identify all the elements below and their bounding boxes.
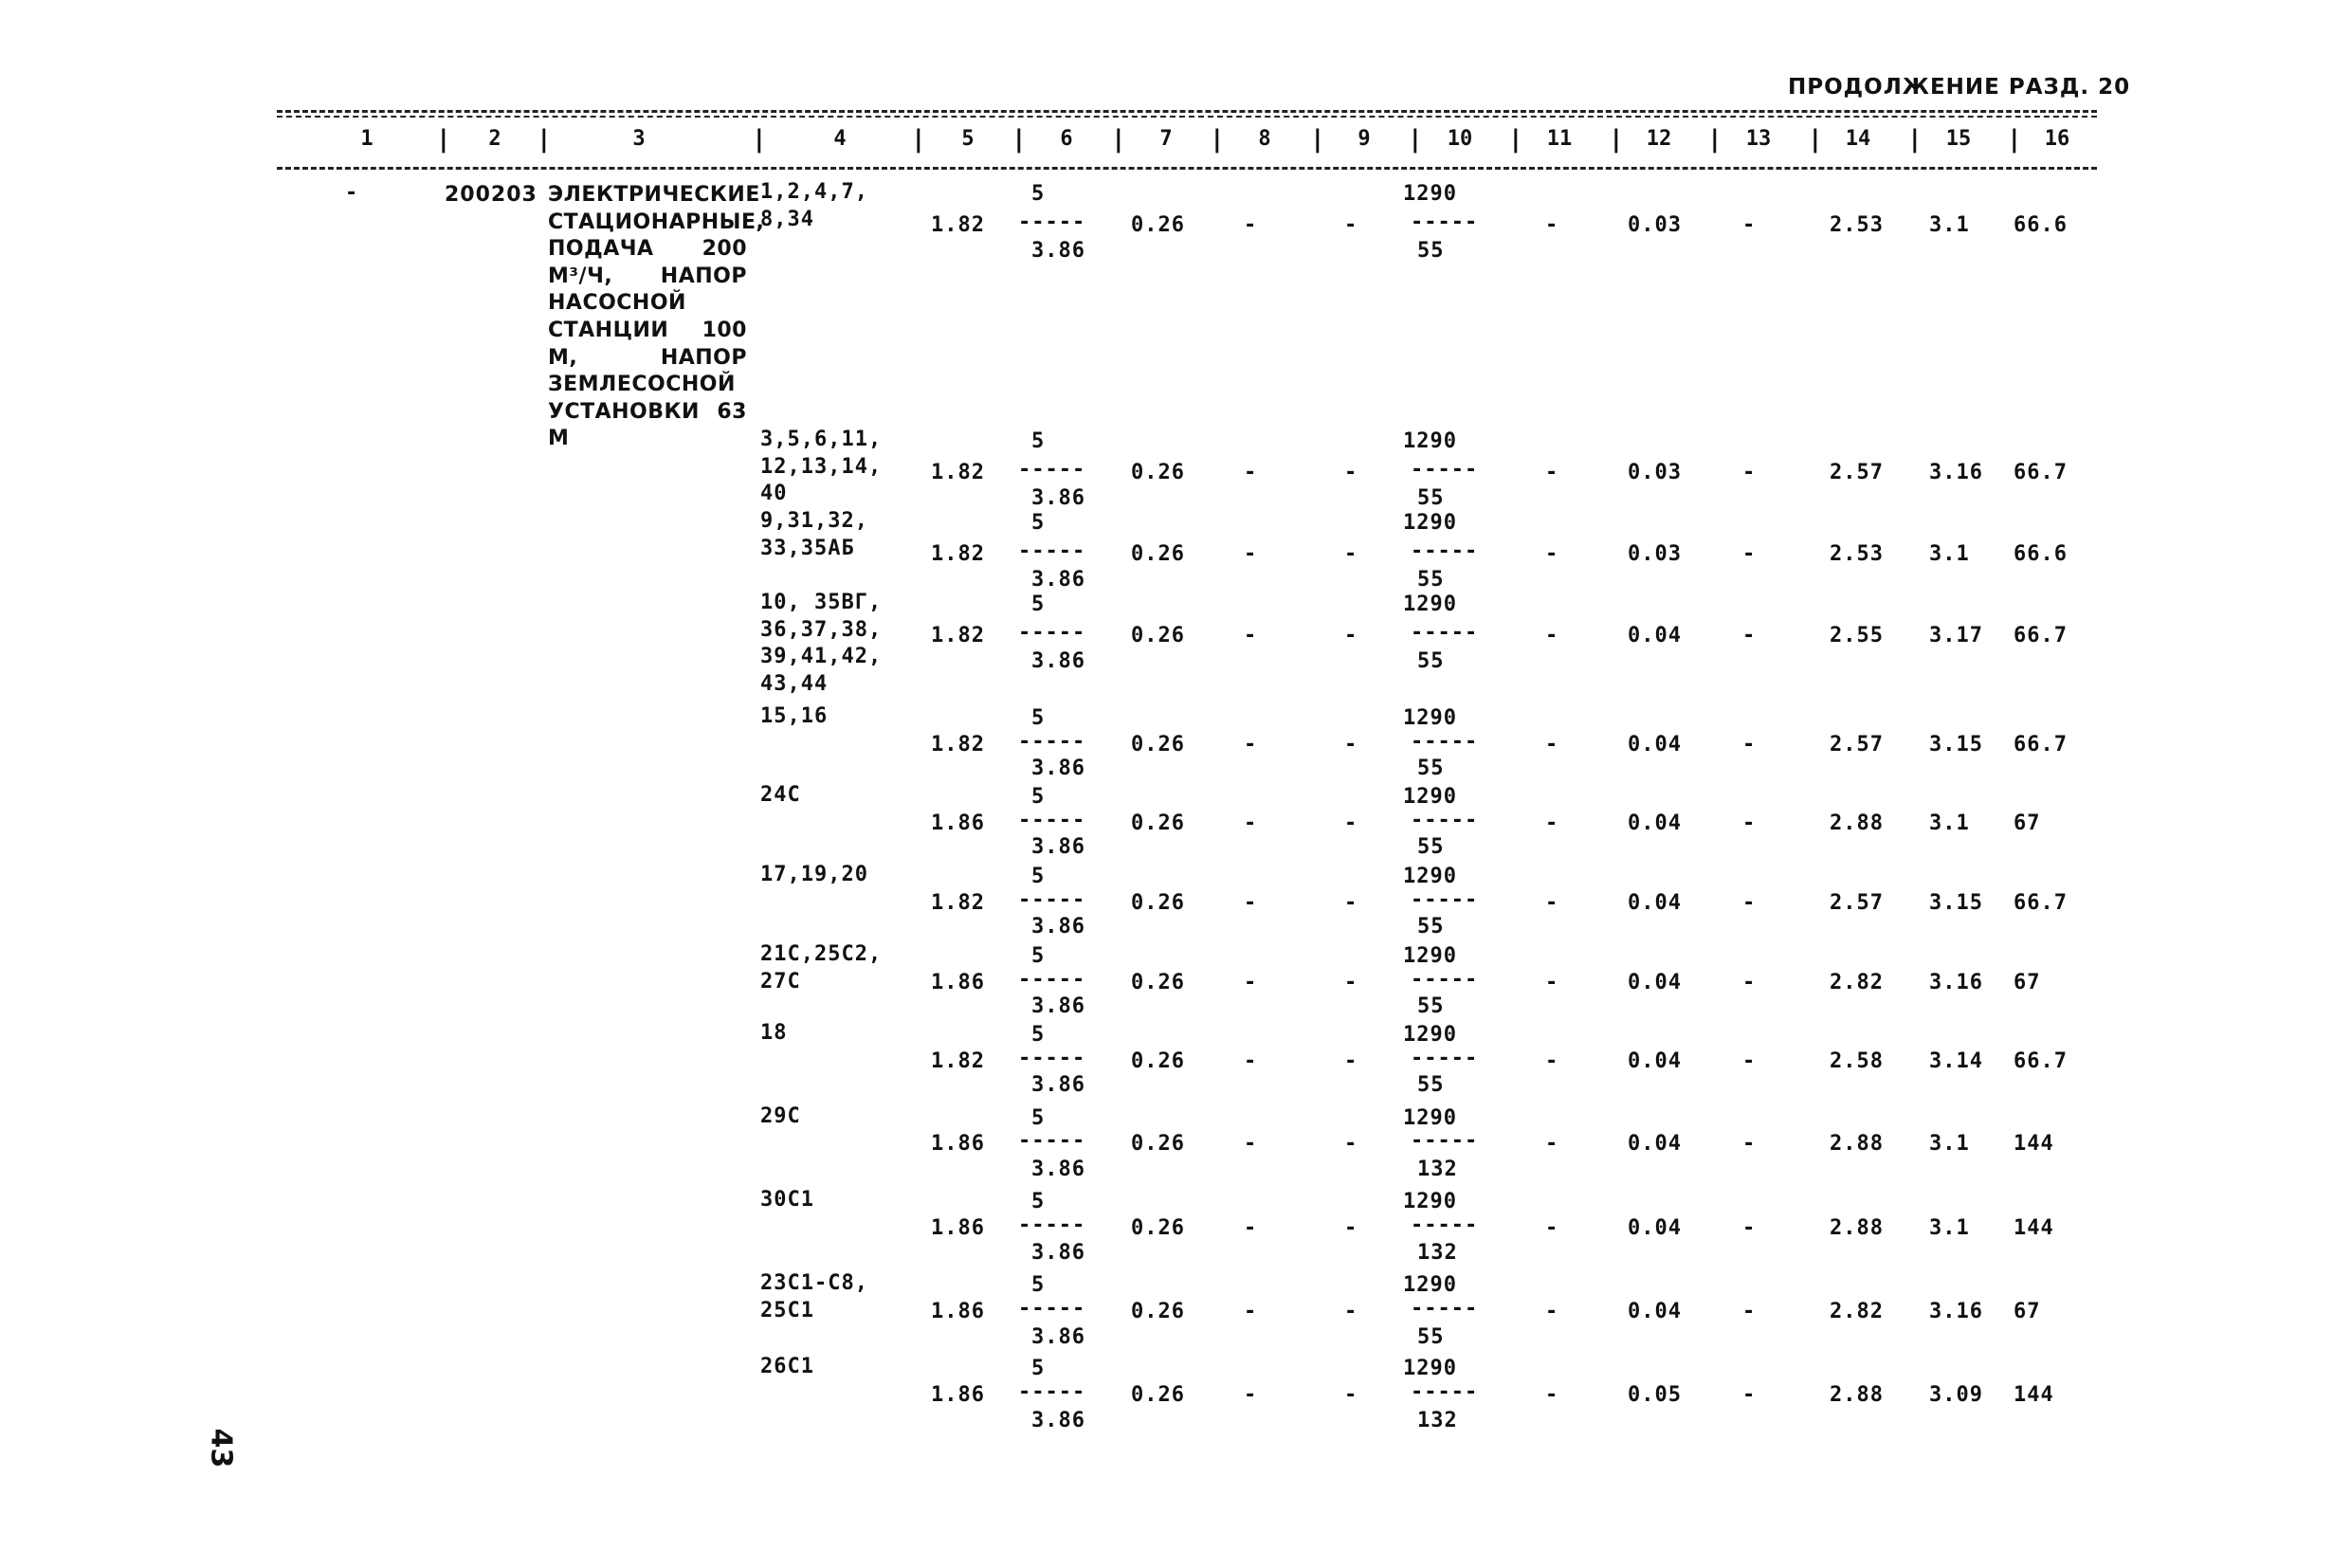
cell-col6-denominator: 3.86 (1031, 1409, 1085, 1432)
cell-col10-numerator: 1290 (1403, 865, 1457, 888)
cell-col6-numerator: 5 (1031, 182, 1046, 206)
cell-col4-line: 17,19,20 (760, 863, 868, 886)
cell-col6-numerator: 5 (1031, 1190, 1046, 1213)
cell-col10-bar: ----- (1411, 968, 1479, 992)
table-header-rule (277, 167, 2097, 170)
cell-col10-numerator: 1290 (1403, 785, 1457, 809)
cell-col16: 67 (2014, 811, 2041, 835)
cell-col12: 0.05 (1628, 1383, 1682, 1407)
cell-col5: 1.86 (931, 1216, 985, 1240)
cell-col6-denominator: 3.86 (1031, 915, 1085, 939)
cell-col4-line: 8,34 (760, 207, 814, 231)
cell-col5: 1.82 (931, 461, 985, 484)
cell-col6-denominator: 3.86 (1031, 486, 1085, 510)
column-header-15: 15 (1945, 127, 1972, 151)
cell-col10-numerator: 1290 (1403, 944, 1457, 968)
cell-col9: - (1344, 1132, 1358, 1156)
cell-col14: 2.57 (1830, 891, 1884, 915)
cell-col11: - (1545, 624, 1559, 647)
cell-col6-bar: ----- (1018, 458, 1086, 482)
cell-col10-bar: ----- (1411, 210, 1479, 234)
cell-col13: - (1742, 971, 1757, 994)
column-header-11: 11 (1546, 127, 1573, 151)
cell-col10-denominator: 55 (1417, 835, 1445, 859)
cell-col6-numerator: 5 (1031, 785, 1046, 809)
cell-col8: - (1244, 1049, 1258, 1073)
cell-col4-line: 30С1 (760, 1188, 814, 1212)
cell-col10-denominator: 55 (1417, 1073, 1445, 1097)
item-description: ЭЛЕКТРИЧЕСКИЕ СТАЦИОНАРНЫЕ, ПОДАЧА 200 М³/Ч, НАПОР НАСОСНОЙ СТАНЦИИ 100 М, НАПОР ЗЕМЛЕСОСНОЙ УСТАНОВКИ 63 М (548, 183, 765, 451)
cell-col10-denominator: 132 (1417, 1409, 1458, 1432)
cell-col9: - (1344, 624, 1358, 647)
cell-col10-bar: ----- (1411, 809, 1479, 832)
cell-col6-numerator: 5 (1031, 706, 1046, 730)
cell-col15: 3.1 (1929, 542, 1970, 566)
cell-col16: 66.7 (2014, 733, 2068, 757)
cell-col13: - (1742, 461, 1757, 484)
cell-col12: 0.04 (1628, 1049, 1682, 1073)
cell-col4-line: 27С (760, 969, 801, 994)
cell-col7: 0.26 (1131, 733, 1185, 757)
column-header-12: 12 (1646, 127, 1672, 151)
cell-col8: - (1244, 891, 1258, 915)
cell-col12: 0.04 (1628, 891, 1682, 915)
cell-col10-numerator: 1290 (1403, 511, 1457, 535)
cell-col6-bar: ----- (1018, 1213, 1086, 1237)
cell-col6-denominator: 3.86 (1031, 994, 1085, 1018)
cell-col6-denominator: 3.86 (1031, 568, 1085, 592)
cell-col6-bar: ----- (1018, 1129, 1086, 1153)
table-top-rule (277, 110, 2097, 113)
cell-col13: - (1742, 1216, 1757, 1240)
cell-col11: - (1545, 1300, 1559, 1323)
cell-col4-line: 24С (760, 783, 801, 807)
cell-col6-numerator: 5 (1031, 511, 1046, 535)
cell-col7: 0.26 (1131, 461, 1185, 484)
cell-col8: - (1244, 461, 1258, 484)
cell-col16: 67 (2014, 971, 2041, 994)
column-separator: | (752, 125, 767, 154)
cell-col10-bar: ----- (1411, 1213, 1479, 1237)
cell-col13: - (1742, 811, 1757, 835)
cell-col16: 66.7 (2014, 461, 2068, 484)
cell-col4-line: 29С (760, 1104, 801, 1128)
cell-col16: 66.6 (2014, 542, 2068, 566)
cell-col9: - (1344, 1049, 1358, 1073)
cell-col14: 2.57 (1830, 733, 1884, 757)
column-separator: | (436, 125, 451, 154)
cell-col7: 0.26 (1131, 1132, 1185, 1156)
cell-col16: 67 (2014, 1300, 2041, 1323)
column-separator: | (537, 125, 552, 154)
cell-col14: 2.57 (1830, 461, 1884, 484)
cell-col7: 0.26 (1131, 213, 1185, 237)
cell-col6-bar: ----- (1018, 210, 1086, 234)
cell-col14: 2.88 (1830, 811, 1884, 835)
cell-col15: 3.09 (1929, 1383, 1983, 1407)
cell-col10-numerator: 1290 (1403, 182, 1457, 206)
column-header-9: 9 (1358, 127, 1371, 151)
continuation-header: ПРОДОЛЖЕНИЕ РАЗД. 20 (1788, 75, 2131, 100)
cell-col11: - (1545, 1216, 1559, 1240)
cell-col12: 0.03 (1628, 542, 1682, 566)
cell-col9: - (1344, 1300, 1358, 1323)
column-separator: | (1011, 125, 1027, 154)
cell-col10-numerator: 1290 (1403, 1190, 1457, 1213)
cell-col15: 3.1 (1929, 811, 1970, 835)
cell-col15: 3.16 (1929, 1300, 1983, 1323)
cell-col9: - (1344, 1216, 1358, 1240)
cell-col15: 3.16 (1929, 461, 1983, 484)
column-separator: | (1808, 125, 1823, 154)
cell-col10-denominator: 55 (1417, 486, 1445, 510)
cell-col6-numerator: 5 (1031, 1273, 1046, 1297)
column-header-6: 6 (1060, 127, 1073, 151)
cell-col15: 3.15 (1929, 891, 1983, 915)
cell-col14: 2.58 (1830, 1049, 1884, 1073)
cell-col6-bar: ----- (1018, 1297, 1086, 1321)
cell-col8: - (1244, 1383, 1258, 1407)
cell-col11: - (1545, 811, 1559, 835)
cell-col10-denominator: 55 (1417, 757, 1445, 780)
cell-col10-denominator: 55 (1417, 915, 1445, 939)
cell-col9: - (1344, 1383, 1358, 1407)
cell-col10-bar: ----- (1411, 1129, 1479, 1153)
cell-col4-line: 23С1-С8, (760, 1271, 868, 1295)
cell-col8: - (1244, 1216, 1258, 1240)
cell-col4-line: 36,37,38, (760, 617, 883, 642)
cell-col4-line: 10, 35ВГ, (760, 591, 883, 614)
cell-col10-numerator: 1290 (1403, 1106, 1457, 1130)
column-header-10: 10 (1447, 127, 1473, 151)
cell-col7: 0.26 (1131, 971, 1185, 994)
cell-col13: - (1742, 1132, 1757, 1156)
cell-col15: 3.1 (1929, 213, 1970, 237)
cell-col5: 1.82 (931, 891, 985, 915)
cell-col6-numerator: 5 (1031, 1106, 1046, 1130)
column-separator: | (1907, 125, 1923, 154)
cell-col11: - (1545, 891, 1559, 915)
cell-col7: 0.26 (1131, 811, 1185, 835)
cell-col15: 3.15 (1929, 733, 1983, 757)
cell-col16: 144 (2014, 1383, 2054, 1407)
cell-col5: 1.82 (931, 624, 985, 647)
cell-col14: 2.55 (1830, 624, 1884, 647)
cell-col9: - (1344, 891, 1358, 915)
cell-col8: - (1244, 733, 1258, 757)
cell-col16: 66.6 (2014, 213, 2068, 237)
column-separator: | (1508, 125, 1523, 154)
column-header-4: 4 (833, 127, 847, 151)
column-separator: | (1707, 125, 1722, 154)
cell-col12: 0.04 (1628, 971, 1682, 994)
cell-col15: 3.14 (1929, 1049, 1983, 1073)
cell-col10-bar: ----- (1411, 458, 1479, 482)
cell-col7: 0.26 (1131, 542, 1185, 566)
cell-col7: 0.26 (1131, 1300, 1185, 1323)
cell-col10-numerator: 1290 (1403, 1273, 1457, 1297)
cell-col15: 3.17 (1929, 624, 1983, 647)
cell-col10-bar: ----- (1411, 539, 1479, 563)
cell-col8: - (1244, 1300, 1258, 1323)
cell-col12: 0.03 (1628, 461, 1682, 484)
cell-col5: 1.86 (931, 1132, 985, 1156)
column-header-8: 8 (1258, 127, 1271, 151)
cell-col9: - (1344, 733, 1358, 757)
cell-col6-denominator: 3.86 (1031, 1158, 1085, 1181)
cell-col13: - (1742, 1383, 1757, 1407)
cell-col5: 1.86 (931, 1383, 985, 1407)
cell-col4-line: 9,31,32, (760, 509, 868, 533)
cell-col9: - (1344, 811, 1358, 835)
cell-col4-line: 1,2,4,7, (760, 180, 868, 204)
column-header-2: 2 (488, 127, 501, 151)
cell-col12: 0.04 (1628, 1300, 1682, 1323)
column-header-16: 16 (2044, 127, 2070, 151)
cell-col16: 144 (2014, 1132, 2054, 1156)
cell-col4-line: 15,16 (760, 704, 829, 728)
column-separator: | (1609, 125, 1624, 154)
cell-col6-bar: ----- (1018, 1380, 1086, 1404)
cell-col4-line: 25С1 (760, 1298, 814, 1322)
column-separator: | (1408, 125, 1423, 154)
code-200203: 200203 (445, 183, 538, 207)
cell-col4-line: 12,13,14, (760, 454, 883, 479)
cell-col9: - (1344, 213, 1358, 237)
cell-col15: 3.16 (1929, 971, 1983, 994)
column-header-13: 13 (1745, 127, 1772, 151)
cell-col13: - (1742, 733, 1757, 757)
column-separator: | (1210, 125, 1225, 154)
cell-col9: - (1344, 971, 1358, 994)
cell-col16: 144 (2014, 1216, 2054, 1240)
cell-col11: - (1545, 1049, 1559, 1073)
cell-col10-numerator: 1290 (1403, 593, 1457, 616)
cell-col6-bar: ----- (1018, 888, 1086, 912)
cell-col12: 0.03 (1628, 213, 1682, 237)
cell-col10-denominator: 55 (1417, 239, 1445, 263)
cell-col4-line: 43,44 (760, 671, 829, 696)
cell-col7: 0.26 (1131, 624, 1185, 647)
cell-col13: - (1742, 891, 1757, 915)
cell-col10-numerator: 1290 (1403, 1357, 1457, 1380)
cell-col4-line: 3,5,6,11, (760, 428, 883, 451)
cell-col6-numerator: 5 (1031, 593, 1046, 616)
cell-col6-denominator: 3.86 (1031, 835, 1085, 859)
cell-col4-line: 33,35АБ (760, 536, 855, 560)
cell-col6-bar: ----- (1018, 730, 1086, 754)
cell-col6-bar: ----- (1018, 968, 1086, 992)
cell-col15: 3.1 (1929, 1216, 1970, 1240)
cell-col6-denominator: 3.86 (1031, 649, 1085, 673)
cell-col6-bar: ----- (1018, 539, 1086, 563)
cell-col8: - (1244, 213, 1258, 237)
cell-col10-bar: ----- (1411, 621, 1479, 645)
cell-col13: - (1742, 624, 1757, 647)
cell-col5: 1.82 (931, 733, 985, 757)
cell-col5: 1.82 (931, 213, 985, 237)
cell-col12: 0.04 (1628, 1132, 1682, 1156)
cell-col11: - (1545, 1132, 1559, 1156)
cell-col10-denominator: 132 (1417, 1158, 1458, 1181)
cell-col4-line: 18 (760, 1021, 788, 1045)
cell-col10-denominator: 55 (1417, 649, 1445, 673)
cell-col12: 0.04 (1628, 624, 1682, 647)
cell-col11: - (1545, 971, 1559, 994)
page-number: 43 (204, 1428, 238, 1468)
cell-col5: 1.82 (931, 542, 985, 566)
cell-col10-denominator: 55 (1417, 1325, 1445, 1349)
cell-col14: 2.88 (1830, 1383, 1884, 1407)
cell-col14: 2.88 (1830, 1216, 1884, 1240)
column-header-5: 5 (961, 127, 975, 151)
cell-col7: 0.26 (1131, 1216, 1185, 1240)
column-header-1: 1 (360, 127, 374, 151)
cell-col10-bar: ----- (1411, 1297, 1479, 1321)
cell-col8: - (1244, 542, 1258, 566)
row-dash-col1: - (345, 181, 359, 205)
cell-col10-numerator: 1290 (1403, 1023, 1457, 1047)
cell-col7: 0.26 (1131, 891, 1185, 915)
cell-col6-denominator: 3.86 (1031, 1325, 1085, 1349)
cell-col10-bar: ----- (1411, 888, 1479, 912)
cell-col14: 2.82 (1830, 971, 1884, 994)
cell-col6-numerator: 5 (1031, 1023, 1046, 1047)
cell-col6-bar: ----- (1018, 621, 1086, 645)
cell-col7: 0.26 (1131, 1383, 1185, 1407)
column-separator: | (1111, 125, 1126, 154)
cell-col4-line: 39,41,42, (760, 645, 883, 669)
cell-col10-bar: ----- (1411, 730, 1479, 754)
column-header-7: 7 (1159, 127, 1173, 151)
cell-col16: 66.7 (2014, 1049, 2068, 1073)
cell-col6-numerator: 5 (1031, 429, 1046, 453)
cell-col14: 2.82 (1830, 1300, 1884, 1323)
cell-col8: - (1244, 624, 1258, 647)
cell-col4-line: 21С,25С2, (760, 942, 883, 966)
cell-col8: - (1244, 971, 1258, 994)
cell-col14: 2.53 (1830, 213, 1884, 237)
cell-col13: - (1742, 213, 1757, 237)
cell-col14: 2.88 (1830, 1132, 1884, 1156)
cell-col6-numerator: 5 (1031, 944, 1046, 968)
cell-col6-bar: ----- (1018, 809, 1086, 832)
column-header-3: 3 (632, 127, 646, 151)
cell-col6-denominator: 3.86 (1031, 239, 1085, 263)
cell-col13: - (1742, 1300, 1757, 1323)
cell-col11: - (1545, 213, 1559, 237)
cell-col10-denominator: 55 (1417, 994, 1445, 1018)
cell-col5: 1.86 (931, 1300, 985, 1323)
cell-col12: 0.04 (1628, 811, 1682, 835)
cell-col10-bar: ----- (1411, 1380, 1479, 1404)
cell-col6-bar: ----- (1018, 1047, 1086, 1070)
cell-col15: 3.1 (1929, 1132, 1970, 1156)
cell-col4-line: 40 (760, 482, 788, 506)
table-top-rule-2 (277, 116, 2097, 118)
cell-col11: - (1545, 733, 1559, 757)
cell-col8: - (1244, 1132, 1258, 1156)
cell-col11: - (1545, 461, 1559, 484)
cell-col5: 1.86 (931, 811, 985, 835)
cell-col6-denominator: 3.86 (1031, 757, 1085, 780)
cell-col6-numerator: 5 (1031, 865, 1046, 888)
cell-col10-denominator: 132 (1417, 1241, 1458, 1265)
cell-col13: - (1742, 1049, 1757, 1073)
cell-col6-denominator: 3.86 (1031, 1241, 1085, 1265)
column-header-14: 14 (1845, 127, 1871, 151)
cell-col11: - (1545, 542, 1559, 566)
cell-col5: 1.86 (931, 971, 985, 994)
cell-col11: - (1545, 1383, 1559, 1407)
cell-col16: 66.7 (2014, 624, 2068, 647)
cell-col12: 0.04 (1628, 1216, 1682, 1240)
cell-col6-numerator: 5 (1031, 1357, 1046, 1380)
cell-col6-denominator: 3.86 (1031, 1073, 1085, 1097)
column-separator: | (1310, 125, 1325, 154)
cell-col9: - (1344, 461, 1358, 484)
cell-col10-numerator: 1290 (1403, 429, 1457, 453)
cell-col10-denominator: 55 (1417, 568, 1445, 592)
column-separator: | (911, 125, 926, 154)
cell-col16: 66.7 (2014, 891, 2068, 915)
cell-col4-line: 26С1 (760, 1355, 814, 1378)
cell-col13: - (1742, 542, 1757, 566)
column-separator: | (2007, 125, 2022, 154)
cell-col7: 0.26 (1131, 1049, 1185, 1073)
cell-col8: - (1244, 811, 1258, 835)
cell-col10-bar: ----- (1411, 1047, 1479, 1070)
cell-col10-numerator: 1290 (1403, 706, 1457, 730)
cell-col9: - (1344, 542, 1358, 566)
cell-col12: 0.04 (1628, 733, 1682, 757)
cell-col14: 2.53 (1830, 542, 1884, 566)
cell-col5: 1.82 (931, 1049, 985, 1073)
